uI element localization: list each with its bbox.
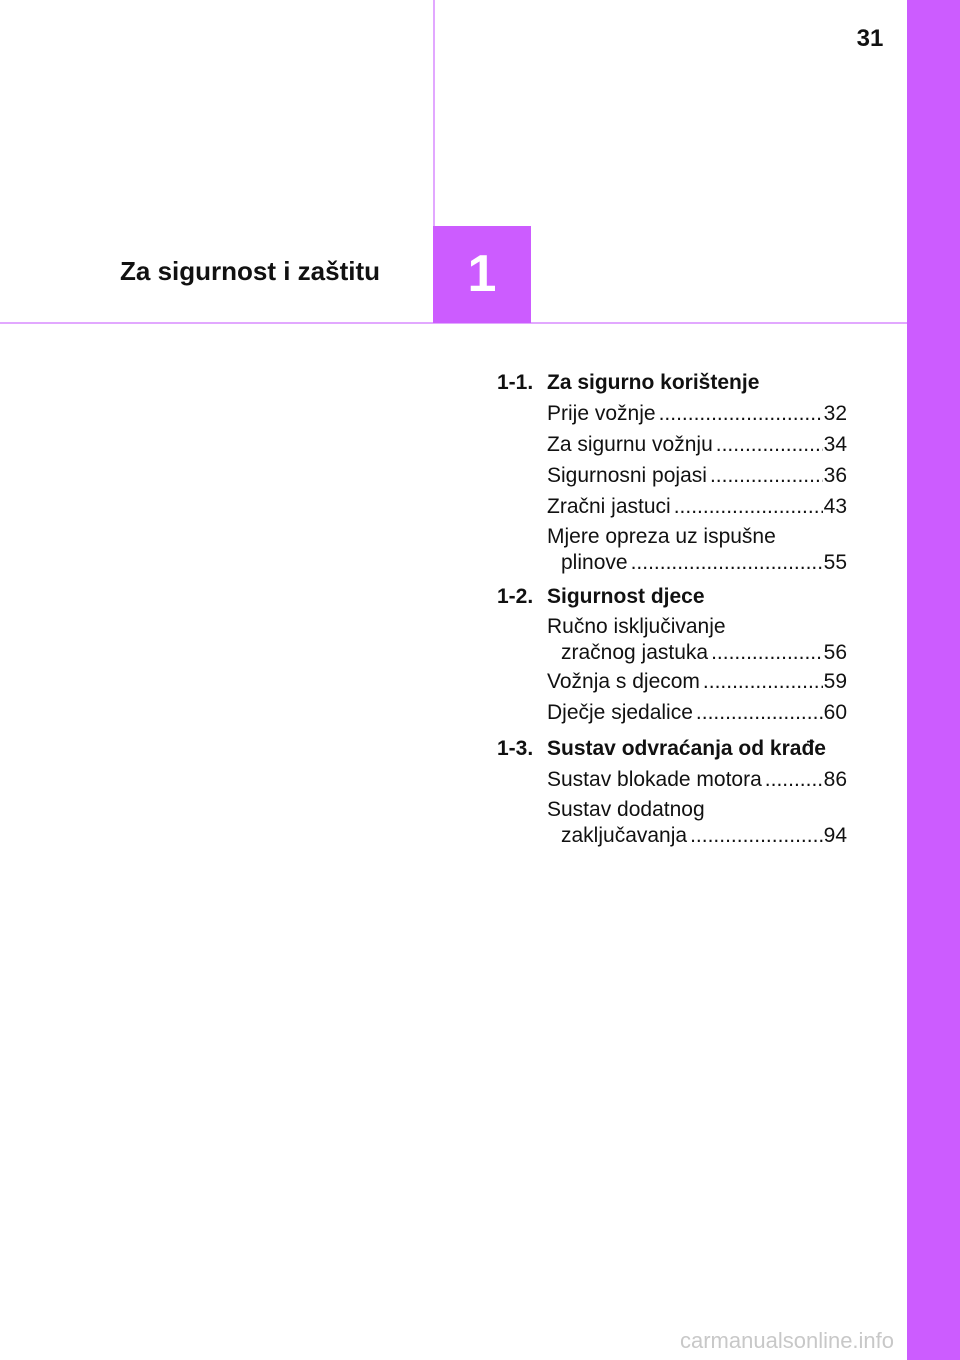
toc-section-1-2 — [497, 582, 847, 728]
section-title: Sigurnost djece — [547, 585, 705, 608]
chapter-number-box: 1 — [433, 226, 531, 323]
toc-section-heading[interactable] — [497, 582, 847, 612]
entry-page: 56 — [823, 641, 847, 664]
dot-leader — [690, 823, 823, 849]
entry-page: 36 — [823, 464, 847, 487]
entry-title-line1: Ručno isključivanje — [547, 615, 726, 638]
dot-leader — [765, 765, 823, 795]
entry-page: 43 — [823, 495, 847, 518]
entry-title: Sigurnosni pojasi — [547, 464, 707, 487]
entry-page: 86 — [823, 768, 847, 791]
entry-title: Vožnja s djecom — [547, 670, 700, 693]
entry-title: Sustav blokade motora — [547, 768, 762, 791]
toc-section-1-3 — [497, 734, 847, 849]
section-title: Sustav odvraćanja od krađe — [547, 737, 826, 760]
entry-page: 32 — [823, 402, 847, 425]
toc-section-heading[interactable] — [497, 734, 847, 764]
header-divider-vertical — [433, 0, 435, 226]
section-title: Za sigurno korištenje — [547, 371, 760, 394]
entry-title-line2: zračnog jastuka — [561, 641, 709, 664]
section-number: 1-3. — [497, 737, 534, 760]
toc-entry[interactable] — [497, 399, 847, 429]
toc-entry[interactable] — [497, 667, 847, 697]
dot-leader — [703, 667, 823, 697]
entry-title: Za sigurnu vožnju — [547, 433, 713, 456]
toc-entry[interactable] — [497, 613, 847, 666]
toc-entry[interactable] — [497, 796, 847, 849]
entry-page: 94 — [823, 824, 847, 847]
table-of-contents — [497, 368, 847, 855]
entry-title: Prije vožnje — [547, 402, 656, 425]
watermark: carmanualsonline.info — [680, 1328, 895, 1353]
dot-leader — [631, 550, 823, 576]
chapter-side-tab — [907, 0, 960, 1360]
dot-leader — [659, 399, 823, 429]
chapter-title: Za sigurnost i zaštitu — [120, 256, 381, 286]
toc-entry[interactable] — [497, 698, 847, 728]
entry-title-line2: zaključavanja — [561, 824, 688, 847]
dot-leader — [696, 698, 823, 728]
toc-entry[interactable] — [497, 492, 847, 522]
section-number: 1-2. — [497, 585, 534, 608]
toc-entry[interactable] — [497, 523, 847, 576]
dot-leader — [674, 492, 823, 522]
section-number: 1-1. — [497, 371, 534, 394]
entry-page: 60 — [823, 701, 847, 724]
entry-page: 55 — [823, 551, 847, 574]
entry-page: 59 — [823, 670, 847, 693]
toc-section-1-1 — [497, 368, 847, 576]
entry-title-line2: plinove — [561, 551, 628, 574]
entry-title: Dječje sjedalice — [547, 701, 693, 724]
toc-entry[interactable] — [497, 765, 847, 795]
dot-leader — [710, 461, 823, 491]
page-number: 31 — [856, 25, 884, 52]
toc-entry[interactable] — [497, 430, 847, 460]
entry-title-line1: Mjere opreza uz ispušne — [547, 525, 776, 548]
dot-leader — [716, 430, 823, 460]
entry-title: Zračni jastuci — [547, 495, 671, 518]
toc-entry[interactable] — [497, 461, 847, 491]
entry-page: 34 — [823, 433, 847, 456]
entry-title-line1: Sustav dodatnog — [547, 798, 705, 821]
toc-section-heading[interactable] — [497, 368, 847, 398]
dot-leader — [711, 640, 823, 666]
